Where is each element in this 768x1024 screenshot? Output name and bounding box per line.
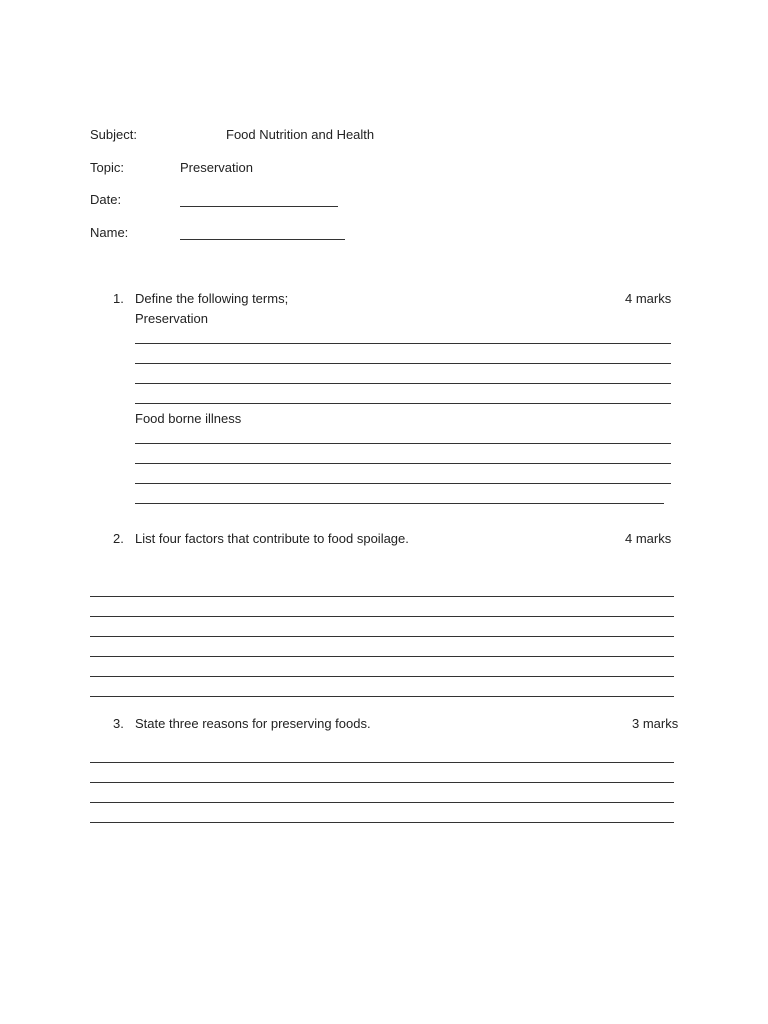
- topic-label: Topic:: [90, 160, 124, 175]
- question-1-text: Define the following terms;: [135, 291, 289, 306]
- answer-line[interactable]: [135, 483, 671, 484]
- answer-line[interactable]: [90, 616, 674, 617]
- name-blank-line[interactable]: [180, 239, 345, 240]
- answer-line[interactable]: [135, 503, 664, 504]
- question-3-text: State three reasons for preserving foods.: [135, 716, 371, 731]
- answer-line[interactable]: [90, 696, 674, 697]
- answer-line[interactable]: [90, 596, 674, 597]
- answer-line[interactable]: [135, 463, 671, 464]
- date-label: Date:: [90, 192, 122, 207]
- answer-line[interactable]: [90, 822, 674, 823]
- name-label: Name:: [90, 225, 129, 240]
- question-1-number: 1.: [113, 291, 124, 306]
- topic-value: Preservation: [180, 160, 253, 175]
- question-3-number: 3.: [113, 716, 124, 731]
- answer-line[interactable]: [90, 782, 674, 783]
- subject-value: Food Nutrition and Health: [226, 127, 375, 142]
- answer-line[interactable]: [135, 363, 671, 364]
- answer-line[interactable]: [135, 343, 671, 344]
- answer-line[interactable]: [90, 636, 674, 637]
- question-2-text: List four factors that contribute to food spoilage.: [135, 531, 409, 546]
- date-blank-line[interactable]: [180, 206, 338, 207]
- question-1-marks: 4 marks: [625, 291, 672, 306]
- answer-line[interactable]: [90, 762, 674, 763]
- answer-line[interactable]: [135, 383, 671, 384]
- question-3-marks: 3 marks: [632, 716, 679, 731]
- answer-line[interactable]: [90, 676, 674, 677]
- subject-label: Subject:: [90, 127, 137, 142]
- answer-line[interactable]: [135, 403, 671, 404]
- question-2-number: 2.: [113, 531, 124, 546]
- question-2-marks: 4 marks: [625, 531, 672, 546]
- answer-line[interactable]: [135, 443, 671, 444]
- answer-line[interactable]: [90, 802, 674, 803]
- term-preservation: Preservation: [135, 311, 208, 326]
- answer-line[interactable]: [90, 656, 674, 657]
- term-food-borne-illness: Food borne illness: [135, 411, 242, 426]
